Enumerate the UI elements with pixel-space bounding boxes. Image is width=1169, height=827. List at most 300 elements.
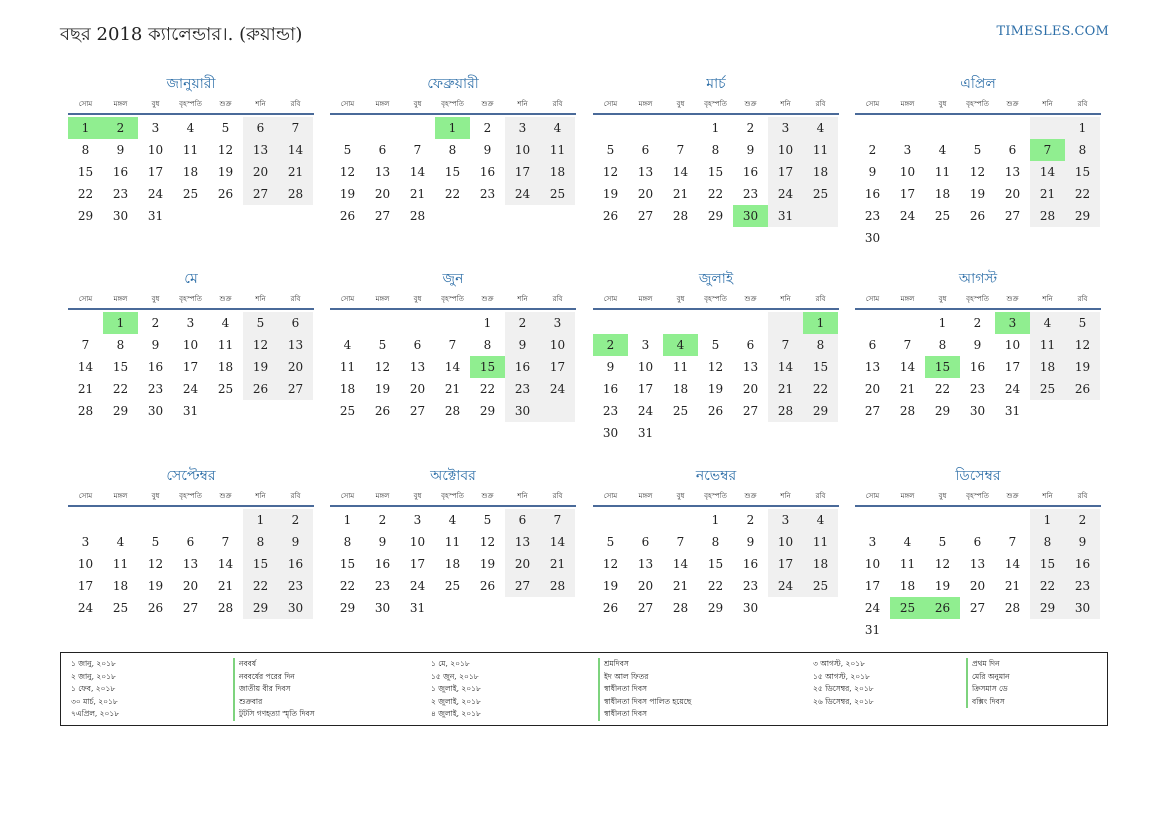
- day-cell[interactable]: 9: [378, 535, 387, 549]
- day-cell[interactable]: 19: [217, 165, 234, 179]
- day-cell[interactable]: 31: [147, 209, 164, 223]
- day-cell[interactable]: 13: [505, 531, 540, 553]
- day-cell[interactable]: 5: [221, 121, 230, 135]
- day-cell[interactable]: 24: [505, 183, 540, 205]
- day-cell[interactable]: 19: [339, 187, 356, 201]
- day-cell[interactable]: 24: [768, 575, 803, 597]
- day-cell[interactable]: 26: [243, 378, 278, 400]
- day-cell[interactable]: 1: [343, 513, 352, 527]
- day-cell[interactable]: 18: [217, 360, 234, 374]
- day-cell[interactable]: 12: [969, 165, 986, 179]
- day-cell[interactable]: 17: [637, 382, 654, 396]
- day-cell[interactable]: 10: [1004, 338, 1021, 352]
- day-cell[interactable]: 20: [278, 356, 313, 378]
- day-cell[interactable]: 14: [217, 557, 234, 571]
- day-cell[interactable]: 11: [112, 557, 129, 571]
- day-cell[interactable]: 3: [413, 513, 422, 527]
- day-cell[interactable]: 23: [602, 404, 619, 418]
- day-cell[interactable]: 16: [969, 360, 986, 374]
- day-cell[interactable]: 17: [540, 356, 575, 378]
- day-cell[interactable]: 21: [1004, 579, 1021, 593]
- day-cell[interactable]: 24: [182, 382, 199, 396]
- day-cell[interactable]: 27: [864, 404, 881, 418]
- day-cell[interactable]: 20: [969, 579, 986, 593]
- day-cell[interactable]: 2: [973, 316, 982, 330]
- day-cell[interactable]: 16: [864, 187, 881, 201]
- day-cell[interactable]: 28: [672, 209, 689, 223]
- day-cell[interactable]: 18: [672, 382, 689, 396]
- day-cell[interactable]: 1: [1030, 509, 1065, 531]
- day-cell[interactable]: 10: [77, 557, 94, 571]
- day-cell[interactable]: 7: [676, 535, 685, 549]
- day-cell[interactable]: 7: [1030, 139, 1065, 161]
- day-cell[interactable]: 25: [672, 404, 689, 418]
- day-cell[interactable]: 27: [742, 404, 759, 418]
- day-cell[interactable]: 5: [378, 338, 387, 352]
- day-cell[interactable]: 3: [151, 121, 160, 135]
- day-cell[interactable]: 13: [864, 360, 881, 374]
- day-cell[interactable]: 18: [803, 553, 838, 575]
- day-cell[interactable]: 8: [1065, 139, 1100, 161]
- day-cell[interactable]: 13: [637, 165, 654, 179]
- day-cell[interactable]: 22: [479, 382, 496, 396]
- day-cell[interactable]: 16: [374, 557, 391, 571]
- day-cell[interactable]: 8: [711, 535, 720, 549]
- day-cell[interactable]: 3: [505, 117, 540, 139]
- day-cell[interactable]: 13: [1004, 165, 1021, 179]
- day-cell[interactable]: 30: [864, 231, 881, 245]
- day-cell[interactable]: 1: [483, 316, 492, 330]
- day-cell[interactable]: 8: [938, 338, 947, 352]
- day-cell[interactable]: 3: [768, 117, 803, 139]
- day-cell[interactable]: 31: [637, 426, 654, 440]
- day-cell[interactable]: 23: [864, 209, 881, 223]
- day-cell[interactable]: 15: [1065, 161, 1100, 183]
- day-cell[interactable]: 15: [243, 553, 278, 575]
- day-cell[interactable]: 22: [707, 187, 724, 201]
- day-cell[interactable]: 9: [505, 334, 540, 356]
- day-cell[interactable]: 22: [707, 579, 724, 593]
- day-cell[interactable]: 26: [969, 209, 986, 223]
- day-cell[interactable]: 1: [711, 121, 720, 135]
- day-cell[interactable]: 26: [339, 209, 356, 223]
- day-cell[interactable]: 31: [182, 404, 199, 418]
- day-cell[interactable]: 23: [374, 579, 391, 593]
- day-cell[interactable]: 1: [711, 513, 720, 527]
- day-cell[interactable]: 10: [899, 165, 916, 179]
- day-cell[interactable]: 17: [409, 557, 426, 571]
- day-cell[interactable]: 9: [278, 531, 313, 553]
- day-cell[interactable]: 20: [864, 382, 881, 396]
- day-cell[interactable]: 27: [969, 601, 986, 615]
- day-cell[interactable]: 2: [746, 513, 755, 527]
- day-cell[interactable]: 25: [339, 404, 356, 418]
- day-cell[interactable]: 23: [969, 382, 986, 396]
- day-cell[interactable]: 10: [637, 360, 654, 374]
- day-cell[interactable]: 8: [116, 338, 125, 352]
- day-cell[interactable]: 29: [112, 404, 129, 418]
- day-cell[interactable]: 29: [1065, 205, 1100, 227]
- day-cell[interactable]: 21: [77, 382, 94, 396]
- day-cell[interactable]: 7: [448, 338, 457, 352]
- day-cell[interactable]: 10: [864, 557, 881, 571]
- day-cell[interactable]: 11: [1030, 334, 1065, 356]
- day-cell[interactable]: 4: [803, 117, 838, 139]
- day-cell[interactable]: 13: [409, 360, 426, 374]
- day-cell[interactable]: 10: [768, 531, 803, 553]
- day-cell[interactable]: 1: [243, 509, 278, 531]
- day-cell[interactable]: 19: [243, 356, 278, 378]
- day-cell[interactable]: 4: [448, 513, 457, 527]
- day-cell[interactable]: 10: [540, 334, 575, 356]
- day-cell[interactable]: 19: [707, 382, 724, 396]
- day-cell[interactable]: 29: [934, 404, 951, 418]
- day-cell[interactable]: 7: [278, 117, 313, 139]
- day-cell[interactable]: 18: [182, 165, 199, 179]
- day-cell[interactable]: 13: [969, 557, 986, 571]
- day-cell[interactable]: 16: [147, 360, 164, 374]
- day-cell[interactable]: 13: [637, 557, 654, 571]
- day-cell[interactable]: 5: [606, 143, 615, 157]
- day-cell[interactable]: 5: [1065, 312, 1100, 334]
- day-cell[interactable]: 7: [81, 338, 90, 352]
- day-cell[interactable]: 22: [112, 382, 129, 396]
- day-cell[interactable]: 5: [151, 535, 160, 549]
- day-cell[interactable]: 13: [742, 360, 759, 374]
- day-cell[interactable]: 12: [602, 557, 619, 571]
- day-cell[interactable]: 21: [672, 579, 689, 593]
- day-cell[interactable]: 29: [803, 400, 838, 422]
- day-cell[interactable]: 6: [278, 312, 313, 334]
- day-cell[interactable]: 14: [1030, 161, 1065, 183]
- day-cell[interactable]: 24: [899, 209, 916, 223]
- day-cell[interactable]: 5: [243, 312, 278, 334]
- day-cell[interactable]: 18: [934, 187, 951, 201]
- day-cell[interactable]: 30: [147, 404, 164, 418]
- day-cell[interactable]: 2: [483, 121, 492, 135]
- day-cell[interactable]: 12: [1065, 334, 1100, 356]
- day-cell[interactable]: 11: [217, 338, 234, 352]
- day-cell[interactable]: 14: [899, 360, 916, 374]
- day-cell[interactable]: 27: [1004, 209, 1021, 223]
- day-cell[interactable]: 4: [663, 334, 698, 356]
- day-cell[interactable]: 6: [641, 535, 650, 549]
- day-cell[interactable]: 28: [444, 404, 461, 418]
- day-cell[interactable]: 21: [217, 579, 234, 593]
- day-cell[interactable]: 13: [374, 165, 391, 179]
- day-cell[interactable]: 16: [505, 356, 540, 378]
- day-cell[interactable]: 27: [637, 209, 654, 223]
- site-link[interactable]: TIMESLES.COM: [996, 24, 1109, 39]
- day-cell[interactable]: 25: [934, 209, 951, 223]
- day-cell[interactable]: 21: [768, 378, 803, 400]
- day-cell[interactable]: 17: [147, 165, 164, 179]
- day-cell[interactable]: 25: [112, 601, 129, 615]
- day-cell[interactable]: 28: [672, 601, 689, 615]
- day-cell[interactable]: 19: [479, 557, 496, 571]
- day-cell[interactable]: 30: [602, 426, 619, 440]
- day-cell[interactable]: 11: [803, 531, 838, 553]
- day-cell[interactable]: 6: [505, 509, 540, 531]
- day-cell[interactable]: 11: [540, 139, 575, 161]
- day-cell[interactable]: 20: [637, 579, 654, 593]
- day-cell[interactable]: 26: [147, 601, 164, 615]
- day-cell[interactable]: 2: [103, 117, 138, 139]
- day-cell[interactable]: 29: [479, 404, 496, 418]
- day-cell[interactable]: 5: [711, 338, 720, 352]
- day-cell[interactable]: 14: [540, 531, 575, 553]
- day-cell[interactable]: 11: [899, 557, 916, 571]
- day-cell[interactable]: 14: [672, 165, 689, 179]
- day-cell[interactable]: 2: [505, 312, 540, 334]
- day-cell[interactable]: 27: [243, 183, 278, 205]
- day-cell[interactable]: 11: [339, 360, 356, 374]
- day-cell[interactable]: 30: [969, 404, 986, 418]
- day-cell[interactable]: 4: [343, 338, 352, 352]
- day-cell[interactable]: 14: [77, 360, 94, 374]
- day-cell[interactable]: 7: [1008, 535, 1017, 549]
- day-cell[interactable]: 9: [746, 535, 755, 549]
- day-cell[interactable]: 5: [973, 143, 982, 157]
- day-cell[interactable]: 18: [444, 557, 461, 571]
- day-cell[interactable]: 1: [938, 316, 947, 330]
- day-cell[interactable]: 8: [81, 143, 90, 157]
- day-cell[interactable]: 17: [899, 187, 916, 201]
- day-cell[interactable]: 25: [444, 579, 461, 593]
- day-cell[interactable]: 26: [602, 209, 619, 223]
- day-cell[interactable]: 14: [672, 557, 689, 571]
- day-cell[interactable]: 6: [973, 535, 982, 549]
- day-cell[interactable]: 23: [742, 579, 759, 593]
- day-cell[interactable]: 29: [243, 597, 278, 619]
- day-cell[interactable]: 29: [707, 209, 724, 223]
- day-cell[interactable]: 26: [479, 579, 496, 593]
- day-cell[interactable]: 13: [182, 557, 199, 571]
- day-cell[interactable]: 15: [803, 356, 838, 378]
- day-cell[interactable]: 3: [186, 316, 195, 330]
- day-cell[interactable]: 25: [540, 183, 575, 205]
- day-cell[interactable]: 5: [343, 143, 352, 157]
- day-cell[interactable]: 15: [470, 356, 505, 378]
- day-cell[interactable]: 12: [374, 360, 391, 374]
- day-cell[interactable]: 4: [116, 535, 125, 549]
- day-cell[interactable]: 15: [925, 356, 960, 378]
- day-cell[interactable]: 18: [803, 161, 838, 183]
- day-cell[interactable]: 7: [221, 535, 230, 549]
- day-cell[interactable]: 23: [112, 187, 129, 201]
- day-cell[interactable]: 19: [602, 579, 619, 593]
- day-cell[interactable]: 3: [641, 338, 650, 352]
- day-cell[interactable]: 19: [934, 579, 951, 593]
- day-cell[interactable]: 19: [147, 579, 164, 593]
- day-cell[interactable]: 5: [483, 513, 492, 527]
- day-cell[interactable]: 2: [151, 316, 160, 330]
- day-cell[interactable]: 2: [278, 509, 313, 531]
- day-cell[interactable]: 30: [733, 205, 768, 227]
- day-cell[interactable]: 1: [803, 312, 838, 334]
- day-cell[interactable]: 2: [868, 143, 877, 157]
- day-cell[interactable]: 11: [182, 143, 199, 157]
- day-cell[interactable]: 23: [1065, 575, 1100, 597]
- day-cell[interactable]: 17: [182, 360, 199, 374]
- day-cell[interactable]: 22: [243, 575, 278, 597]
- day-cell[interactable]: 21: [540, 553, 575, 575]
- day-cell[interactable]: 22: [339, 579, 356, 593]
- day-cell[interactable]: 3: [81, 535, 90, 549]
- day-cell[interactable]: 4: [221, 316, 230, 330]
- day-cell[interactable]: 22: [444, 187, 461, 201]
- day-cell[interactable]: 11: [934, 165, 951, 179]
- day-cell[interactable]: 28: [77, 404, 94, 418]
- day-cell[interactable]: 3: [995, 312, 1030, 334]
- day-cell[interactable]: 29: [339, 601, 356, 615]
- day-cell[interactable]: 27: [182, 601, 199, 615]
- day-cell[interactable]: 25: [217, 382, 234, 396]
- day-cell[interactable]: 26: [374, 404, 391, 418]
- day-cell[interactable]: 6: [1008, 143, 1017, 157]
- day-cell[interactable]: 26: [217, 187, 234, 201]
- day-cell[interactable]: 1: [1065, 117, 1100, 139]
- day-cell[interactable]: 21: [1030, 183, 1065, 205]
- day-cell[interactable]: 7: [676, 143, 685, 157]
- day-cell[interactable]: 1: [103, 312, 138, 334]
- day-cell[interactable]: 12: [339, 165, 356, 179]
- day-cell[interactable]: 4: [903, 535, 912, 549]
- day-cell[interactable]: 28: [1030, 205, 1065, 227]
- day-cell[interactable]: 3: [903, 143, 912, 157]
- day-cell[interactable]: 4: [1030, 312, 1065, 334]
- day-cell[interactable]: 10: [182, 338, 199, 352]
- day-cell[interactable]: 12: [479, 535, 496, 549]
- day-cell[interactable]: 18: [112, 579, 129, 593]
- day-cell[interactable]: 6: [641, 143, 650, 157]
- day-cell[interactable]: 31: [409, 601, 426, 615]
- day-cell[interactable]: 22: [934, 382, 951, 396]
- day-cell[interactable]: 13: [243, 139, 278, 161]
- day-cell[interactable]: 25: [890, 597, 925, 619]
- day-cell[interactable]: 16: [742, 165, 759, 179]
- day-cell[interactable]: 9: [1065, 531, 1100, 553]
- day-cell[interactable]: 21: [444, 382, 461, 396]
- day-cell[interactable]: 13: [278, 334, 313, 356]
- day-cell[interactable]: 8: [711, 143, 720, 157]
- day-cell[interactable]: 6: [186, 535, 195, 549]
- day-cell[interactable]: 10: [147, 143, 164, 157]
- day-cell[interactable]: 17: [768, 161, 803, 183]
- day-cell[interactable]: 9: [973, 338, 982, 352]
- day-cell[interactable]: 25: [182, 187, 199, 201]
- day-cell[interactable]: 14: [444, 360, 461, 374]
- day-cell[interactable]: 5: [938, 535, 947, 549]
- day-cell[interactable]: 24: [409, 579, 426, 593]
- day-cell[interactable]: 12: [934, 557, 951, 571]
- day-cell[interactable]: 5: [606, 535, 615, 549]
- day-cell[interactable]: 3: [540, 312, 575, 334]
- day-cell[interactable]: 16: [112, 165, 129, 179]
- day-cell[interactable]: 28: [217, 601, 234, 615]
- day-cell[interactable]: 23: [479, 187, 496, 201]
- day-cell[interactable]: 17: [505, 161, 540, 183]
- day-cell[interactable]: 9: [746, 143, 755, 157]
- day-cell[interactable]: 20: [374, 187, 391, 201]
- day-cell[interactable]: 10: [768, 139, 803, 161]
- day-cell[interactable]: 23: [278, 575, 313, 597]
- day-cell[interactable]: 14: [278, 139, 313, 161]
- day-cell[interactable]: 17: [768, 553, 803, 575]
- day-cell[interactable]: 24: [1004, 382, 1021, 396]
- day-cell[interactable]: 3: [868, 535, 877, 549]
- day-cell[interactable]: 18: [540, 161, 575, 183]
- day-cell[interactable]: 30: [1065, 597, 1100, 619]
- day-cell[interactable]: 27: [278, 378, 313, 400]
- day-cell[interactable]: 14: [768, 356, 803, 378]
- day-cell[interactable]: 15: [707, 165, 724, 179]
- day-cell[interactable]: 15: [339, 557, 356, 571]
- day-cell[interactable]: 12: [602, 165, 619, 179]
- day-cell[interactable]: 8: [243, 531, 278, 553]
- day-cell[interactable]: 15: [1030, 553, 1065, 575]
- day-cell[interactable]: 20: [243, 161, 278, 183]
- day-cell[interactable]: 4: [186, 121, 195, 135]
- day-cell[interactable]: 18: [339, 382, 356, 396]
- day-cell[interactable]: 8: [448, 143, 457, 157]
- day-cell[interactable]: 11: [444, 535, 461, 549]
- day-cell[interactable]: 19: [374, 382, 391, 396]
- day-cell[interactable]: 12: [217, 143, 234, 157]
- day-cell[interactable]: 24: [864, 601, 881, 615]
- day-cell[interactable]: 8: [483, 338, 492, 352]
- day-cell[interactable]: 21: [409, 187, 426, 201]
- day-cell[interactable]: 24: [637, 404, 654, 418]
- day-cell[interactable]: 19: [969, 187, 986, 201]
- day-cell[interactable]: 22: [803, 378, 838, 400]
- day-cell[interactable]: 1: [68, 117, 103, 139]
- day-cell[interactable]: 21: [672, 187, 689, 201]
- day-cell[interactable]: 6: [746, 338, 755, 352]
- day-cell[interactable]: 17: [77, 579, 94, 593]
- day-cell[interactable]: 23: [147, 382, 164, 396]
- day-cell[interactable]: 29: [77, 209, 94, 223]
- day-cell[interactable]: 15: [112, 360, 129, 374]
- day-cell[interactable]: 24: [768, 183, 803, 205]
- day-cell[interactable]: 22: [1065, 183, 1100, 205]
- day-cell[interactable]: 30: [112, 209, 129, 223]
- day-cell[interactable]: 19: [1065, 356, 1100, 378]
- day-cell[interactable]: 6: [413, 338, 422, 352]
- day-cell[interactable]: 20: [182, 579, 199, 593]
- day-cell[interactable]: 6: [243, 117, 278, 139]
- day-cell[interactable]: 27: [409, 404, 426, 418]
- day-cell[interactable]: 9: [151, 338, 160, 352]
- day-cell[interactable]: 28: [1004, 601, 1021, 615]
- day-cell[interactable]: 7: [540, 509, 575, 531]
- day-cell[interactable]: 29: [707, 601, 724, 615]
- day-cell[interactable]: 3: [768, 509, 803, 531]
- day-cell[interactable]: 15: [707, 557, 724, 571]
- day-cell[interactable]: 15: [444, 165, 461, 179]
- day-cell[interactable]: 6: [868, 338, 877, 352]
- day-cell[interactable]: 23: [742, 187, 759, 201]
- day-cell[interactable]: 9: [868, 165, 877, 179]
- day-cell[interactable]: 2: [378, 513, 387, 527]
- day-cell[interactable]: 20: [742, 382, 759, 396]
- day-cell[interactable]: 24: [77, 601, 94, 615]
- day-cell[interactable]: 28: [540, 575, 575, 597]
- day-cell[interactable]: 11: [672, 360, 689, 374]
- day-cell[interactable]: 16: [602, 382, 619, 396]
- day-cell[interactable]: 30: [742, 601, 759, 615]
- day-cell[interactable]: 9: [483, 143, 492, 157]
